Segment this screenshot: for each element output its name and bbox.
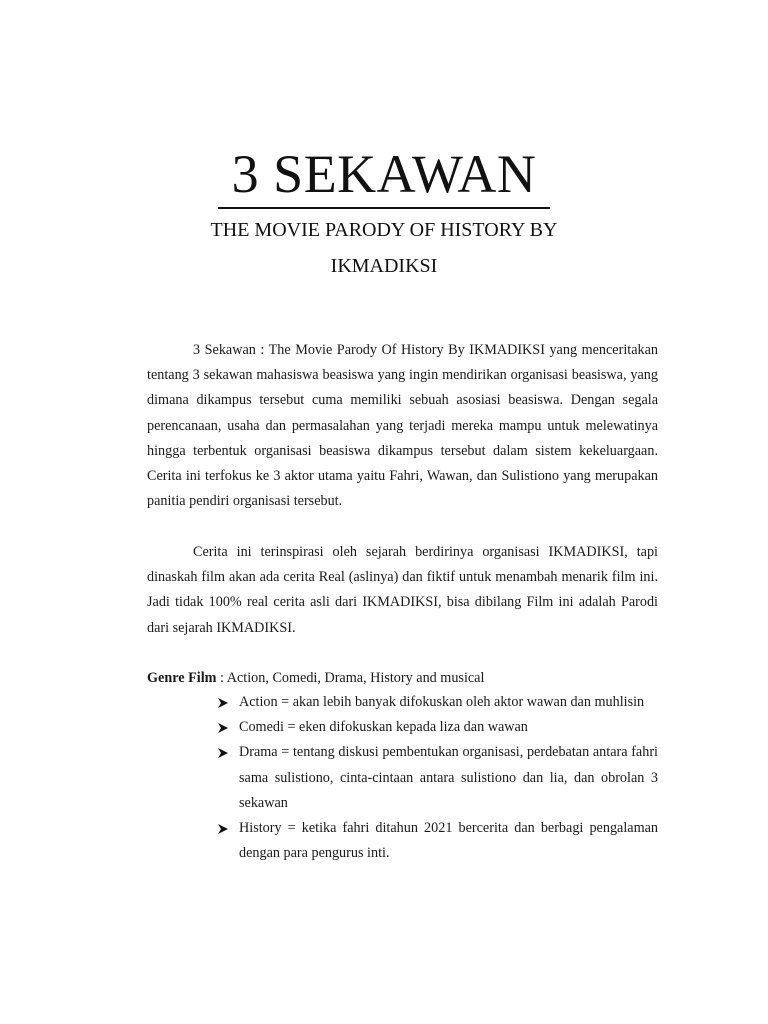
paragraph-text: Cerita ini terinspirasi oleh sejarah berdirinya organisasi IKMADIKSI, tapi dinaskah film akan ada cerita Real (aslinya) dan fiktif untuk menambah menarik film ini. Jadi tidak 100% real cerita asli dari IKMADIKSI, bisa dibilang Film ini adalah Parodi dari sejarah IKMADIKSI. bbox=[147, 544, 658, 636]
subtitle-line-2: IKMADIKSI bbox=[330, 255, 438, 277]
bullet-text: Drama = tentang diskusi pembentukan organisasi, perdebatan antara fahri sama sulistiono, cinta-cintaan antara sulistiono dan lia, dan obrolan 3 sekawan bbox=[239, 744, 658, 811]
document-subtitle bbox=[150, 212, 618, 284]
arrowhead-bullet-icon bbox=[218, 748, 228, 758]
paragraph-synopsis bbox=[147, 338, 658, 514]
genre-label: Genre Film bbox=[147, 670, 217, 686]
bullet-text: Comedi = eken difokuskan kepada liza dan wawan bbox=[239, 719, 528, 736]
arrowhead-bullet-icon bbox=[218, 824, 228, 834]
list-item bbox=[218, 740, 658, 816]
list-item bbox=[218, 816, 658, 866]
paragraph-inspiration bbox=[147, 540, 658, 641]
arrowhead-bullet-icon bbox=[218, 698, 228, 708]
genre-bullet-list bbox=[218, 690, 658, 866]
genre-line bbox=[147, 666, 658, 691]
subtitle-line-1: THE MOVIE PARODY OF HISTORY BY bbox=[210, 219, 558, 241]
arrowhead-bullet-icon bbox=[218, 723, 228, 733]
genre-value: : Action, Comedi, Drama, History and musical bbox=[216, 670, 485, 686]
list-item bbox=[218, 715, 658, 740]
list-item bbox=[218, 690, 658, 715]
document-title: 3 SEKAWAN bbox=[231, 144, 537, 204]
bullet-text: Action = akan lebih banyak difokuskan oleh aktor wawan dan muhlisin bbox=[239, 694, 645, 710]
title-underline bbox=[218, 207, 550, 209]
paragraph-text: 3 Sekawan : The Movie Parody Of History By IKMADIKSI yang menceritakan tentang 3 sekawan mahasiswa beasiswa yang ingin mendirikan organisasi beasiswa, yang dimana dikampus tersebut cuma memiliki sebuah asosiasi beasiswa. Dengan segala perencanaan, usaha dan permasalahan yang terjadi mereka mampu untuk melewatinya hingga terbentuk organisasi beasiswa dikampus tersebut dalam sistem kekeluargaan. Cerita ini terfokus ke 3 aktor utama yaitu Fahri, Wawan, dan Sulistiono yang merupakan panitia pendiri organisasi tersebut. bbox=[147, 342, 658, 510]
bullet-text: History = ketika fahri ditahun 2021 bercerita dan berbagi pengalaman dengan para pengurus inti. bbox=[239, 820, 658, 862]
